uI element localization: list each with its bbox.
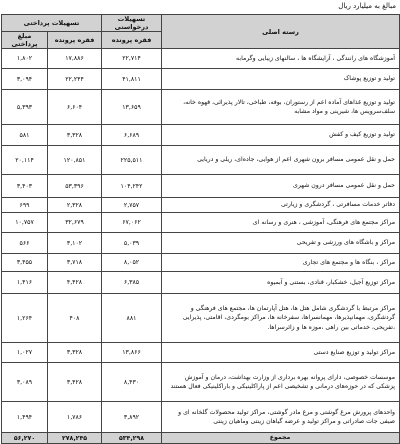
cell-activity: دفاتر خدمات مسافرتی ، گردشگری و زیارتی: [162, 198, 400, 213]
cell-activity: تولید و توزیع پوشاک: [162, 69, 400, 90]
header-requested-count: فقره پرونده: [102, 32, 162, 49]
cell-paid-count: ۳,۷۱۸: [48, 254, 102, 272]
cell-activity: مراکز و باشگاه های ورزشی و تفریحی: [162, 233, 400, 254]
cell-paid-amount: ۱,۲۶۴: [2, 294, 48, 343]
table-row: [2, 343, 400, 363]
table-body: [2, 49, 400, 433]
cell-paid-amount: ۱,۰۲۷: [2, 343, 48, 363]
header-paid-group: تسهیلات پرداختی: [2, 15, 102, 32]
cell-requested: ۸,۰۵۲: [102, 254, 162, 272]
cell-paid-amount: ۳,۰۹۴: [2, 69, 48, 90]
cell-paid-count: ۱,۷۸۶: [48, 402, 102, 433]
cell-paid-count: ۳,۴۲۸: [48, 363, 102, 402]
cell-activity: تولید و توزیع کیف و کفش: [162, 125, 400, 146]
cell-paid-amount: ۶۹۹: [2, 198, 48, 213]
cell-activity: مراکز ، بنگاه ها و مجتمع های تجاری: [162, 254, 400, 272]
cell-paid-count: ۳,۳۲۸: [48, 343, 102, 363]
header-paid-amount: مبلغ پرداختی: [2, 32, 48, 49]
cell-activity: مراکز مجتمع های فرهنگی، آموزشی ، هنری و رسانه ای: [162, 213, 400, 233]
cell-paid-count: ۳۲,۶۷۹: [48, 213, 102, 233]
cell-requested: ۸,۴۳۰: [102, 363, 162, 402]
cell-paid-amount: ۱,۴۱۶: [2, 272, 48, 294]
unit-note: مبالغ به میلیارد ریال: [338, 2, 396, 10]
table-row: [2, 69, 400, 90]
cell-requested: ۴۱,۸۱۱: [102, 69, 162, 90]
total-paid-amount: ۵۶,۲۷۰: [2, 433, 48, 444]
cell-paid-count: ۳,۱۰۲: [48, 233, 102, 254]
cell-requested: ۱۳,۸۶۶: [102, 343, 162, 363]
cell-activity: آموزشگاه های رانندگی ، آرایشگاه ها ، سالنهای زیبایی وگرمابه: [162, 49, 400, 69]
cell-paid-amount: ۵,۳۹۳: [2, 90, 48, 125]
table-row: [2, 198, 400, 213]
cell-activity: واحدهای پرورش مرغ گوشتی و مرغ مادر گوشتی، مراکز تولید محصولات گلخانه ای و صیفی جات صادراتی و مراکز تولید و عرضه گیاهان زینتی وماهیان زینتی: [162, 402, 400, 433]
cell-paid-amount: ۱,۴۹۴: [2, 402, 48, 433]
cell-requested: ۲۲,۷۱۴: [102, 49, 162, 69]
cell-activity: موسسات خصوصی، دارای پروانه بهره برداری از وزارت بهداشت، درمان و آموزش پزشکی که در حوزه‌های درمانی و تشخیصی اعم از پاراکلینیکی و باراکلینیکی فعال هستند: [162, 363, 400, 402]
header-requested-group: تسهیلات درخواستی: [102, 15, 162, 32]
cell-activity: مراکز مرتبط با گردشگری شامل هتل ها، هتل آپارتمان ها، مجتمع های فرهنگی و گردشگری، مهمانپذیرها، مهمانسراها، سفرخانه ها، مراکز بومگردی، اقامتی، پذیرایی ،تفریحی، خدماتی بین راهی ،موزه ها و زائرسراها.: [162, 294, 400, 343]
cell-paid-count: ۵۳,۳۹۶: [48, 175, 102, 198]
cell-paid-count: ۴,۴۲۸: [48, 272, 102, 294]
facilities-table: [1, 14, 400, 444]
cell-requested: ۶,۳۸۵: [102, 272, 162, 294]
cell-paid-amount: ۱۰,۷۵۷: [2, 213, 48, 233]
cell-paid-count: ۲,۳۲۸: [48, 198, 102, 213]
cell-requested: ۳,۸۹۲: [102, 402, 162, 433]
table-row: [2, 175, 400, 198]
header-paid-count: فقره پرونده: [48, 32, 102, 49]
table-row: [2, 125, 400, 146]
cell-paid-amount: ۵۶۶: [2, 233, 48, 254]
cell-paid-amount: ۳,۴۰۳: [2, 175, 48, 198]
cell-paid-count: ۲۲,۲۴۴: [48, 69, 102, 90]
table-row: [2, 90, 400, 125]
table-row: [2, 213, 400, 233]
cell-paid-amount: ۳,۴۵۵: [2, 254, 48, 272]
cell-paid-count: ۴۰۸: [48, 294, 102, 343]
cell-requested: ۵,۰۳۹: [102, 233, 162, 254]
cell-paid-count: ۱۲۰,۸۵۱: [48, 146, 102, 175]
cell-requested: ۶,۶۸۹: [102, 125, 162, 146]
table-row: [2, 294, 400, 343]
cell-paid-count: ۶,۶۰۴: [48, 90, 102, 125]
total-requested: ۵۳۴,۲۹۸: [102, 433, 162, 444]
cell-requested: ۸۸۱: [102, 294, 162, 343]
cell-requested: ۱۳,۶۵۹: [102, 90, 162, 125]
table-row: [2, 272, 400, 294]
table-row: [2, 233, 400, 254]
cell-paid-amount: ۱,۸۰۲: [2, 49, 48, 69]
cell-requested: ۱۰۴,۲۴۲: [102, 175, 162, 198]
table-row: [2, 254, 400, 272]
cell-requested: ۲۲۵,۵۱۱: [102, 146, 162, 175]
cell-activity: تولید و توزیع غذاهای آماده اعم از رستوران، بوفه، طباخی، تالار پذیرائی، قهوه خانه، سلف‌سرویس ها، شیرینی و مواد مشابه: [162, 90, 400, 125]
table-row: [2, 146, 400, 175]
cell-requested: ۶۷,۰۶۲: [102, 213, 162, 233]
total-label: مجموع: [162, 433, 400, 444]
cell-paid-count: ۳,۳۲۸: [48, 125, 102, 146]
cell-activity: حمل و نقل عمومی مسافر درون شهری: [162, 175, 400, 198]
cell-paid-amount: ۳,۰۸۹: [2, 363, 48, 402]
cell-paid-count: ۱۷,۸۸۶: [48, 49, 102, 69]
total-row: [2, 433, 400, 444]
cell-paid-amount: ۵۸۱: [2, 125, 48, 146]
cell-activity: مراکز تولید و توزیع صنایع دستی: [162, 343, 400, 363]
cell-requested: ۲,۷۵۷: [102, 198, 162, 213]
table-row: [2, 49, 400, 69]
total-paid-count: ۲۷۸,۲۴۵: [48, 433, 102, 444]
header-activity: رسته اصلی: [162, 15, 400, 49]
cell-paid-amount: ۲۰,۱۱۴: [2, 146, 48, 175]
table-row: [2, 363, 400, 402]
cell-activity: حمل و نقل عمومی مسافر برون شهری اعم از هوایی، جاده‌ای، ریلی و دریایی: [162, 146, 400, 175]
cell-activity: مراکز توزیع آجیل، خشکبار، قنادی، بستنی و آبمیوه: [162, 272, 400, 294]
table-row: [2, 402, 400, 433]
